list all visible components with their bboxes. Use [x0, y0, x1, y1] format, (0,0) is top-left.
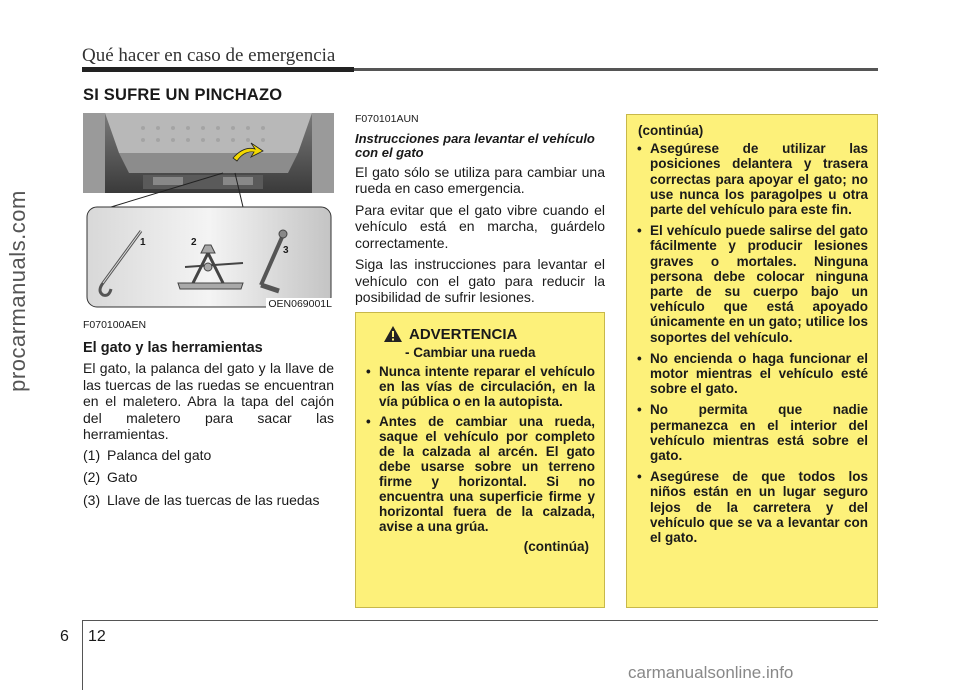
- list-item: [83, 447, 334, 464]
- list-item-text: Llave de las tuercas de las ruedas: [107, 491, 320, 508]
- sub-heading: Instrucciones para levantar el vehículo con el gato: [355, 130, 595, 160]
- list-item-number: (3): [83, 491, 101, 508]
- paragraph: El gato sólo se utiliza para cambiar una rueda en caso emergencia.: [355, 163, 605, 196]
- page-number: 12: [88, 628, 106, 645]
- section-code: F070101AUN: [355, 113, 419, 125]
- footer-rule: [82, 620, 878, 621]
- warning-bullet: • El vehículo puede salirse del gato fácilmente y producir lesiones graves o mortales. Ninguna persona debe colocar ninguna parte de su cuerpo bajo un vehículo que está apoyado únicamente en un gato; utilice los soportes del vehículo.: [636, 223, 868, 345]
- header-rule-accent: [82, 67, 354, 72]
- figure-code: OEN069001L: [268, 298, 332, 310]
- figure-callout-2: 2: [191, 237, 197, 248]
- section-code: F070100AEN: [83, 319, 147, 331]
- warning-list: [636, 141, 868, 545]
- chapter-number: 6: [60, 628, 69, 645]
- warning-list: [365, 364, 595, 534]
- watermark-bottom: carmanualsonline.info: [628, 663, 794, 682]
- warning-subtitle: - Cambiar una rueda: [405, 345, 536, 360]
- figure-tools: [83, 113, 334, 310]
- paragraph: Para evitar que el gato vibre cuando el vehículo está en marcha, guárdelo correctamente.: [355, 201, 605, 251]
- trunk-illustration: [83, 113, 334, 310]
- warning-box: [355, 312, 605, 608]
- warning-bullet: • Asegúrese de utilizar las posiciones delantera y trasera correctas para apoyar el gato; no use nunca los paragolpes u otra parte del vehículo para este fin.: [636, 141, 868, 217]
- watermark-left-text: procarmanuals.com: [5, 190, 30, 392]
- figure-callout-1: 1: [140, 237, 146, 248]
- warning-triangle-icon: [383, 325, 403, 343]
- warning-bullet: • Nunca intente reparar el vehículo en las vías de circulación, en la vía pública o en la autopista.: [365, 364, 595, 409]
- warning-header: [365, 325, 595, 343]
- list-item-text: Palanca del gato: [107, 446, 212, 463]
- warning-box-continued: [626, 114, 878, 608]
- section-title: SI SUFRE UN PINCHAZO: [83, 86, 283, 104]
- column-1: [83, 317, 334, 514]
- header-title: Qué hacer en caso de emergencia: [82, 45, 336, 66]
- list-item-number: (1): [83, 446, 101, 463]
- list-item-number: (2): [83, 469, 101, 485]
- warning-bullet: • No encienda o haga funcionar el motor mientras el vehículo esté sobre el gato.: [636, 351, 868, 397]
- footer-divider: [82, 620, 83, 690]
- warning-title: ADVERTENCIA: [409, 325, 518, 343]
- sub-heading: El gato y las herramientas: [83, 339, 263, 356]
- continued-label: (continúa): [638, 123, 704, 138]
- paragraph: Siga las instrucciones para levantar el vehículo con el gato para reducir la posibilidad de sufrir lesiones.: [355, 256, 605, 305]
- figure-callout-3: 3: [283, 245, 289, 256]
- list-item: [83, 469, 334, 486]
- continues-label: (continúa): [523, 539, 589, 554]
- list-item: [83, 492, 334, 509]
- intro-paragraph: El gato, la palanca del gato y la llave de las tuercas de las ruedas se encuentran en el maletero. Abra la tapa del cajón del maletero para sacar las herramientas.: [83, 360, 334, 442]
- list-item-text: Gato: [107, 469, 138, 485]
- warning-bullet: • Asegúrese de que todos los niños están en un lugar seguro lejos de la carretera y del vehículo que se va a levantar con el gato.: [636, 469, 868, 545]
- warning-bullet: • Antes de cambiar una rueda, saque el vehículo por completo de la calzada al arcén. El gato debe usarse sobre un terreno firme y horizontal. Si no encuentra una superficie firme y horizontal fuera de la calzada, avise a una grúa.: [365, 414, 595, 534]
- column-2: [355, 111, 605, 311]
- warning-bullet: • No permita que nadie permanezca en el interior del vehículo mientras está sobre el gato.: [636, 402, 868, 463]
